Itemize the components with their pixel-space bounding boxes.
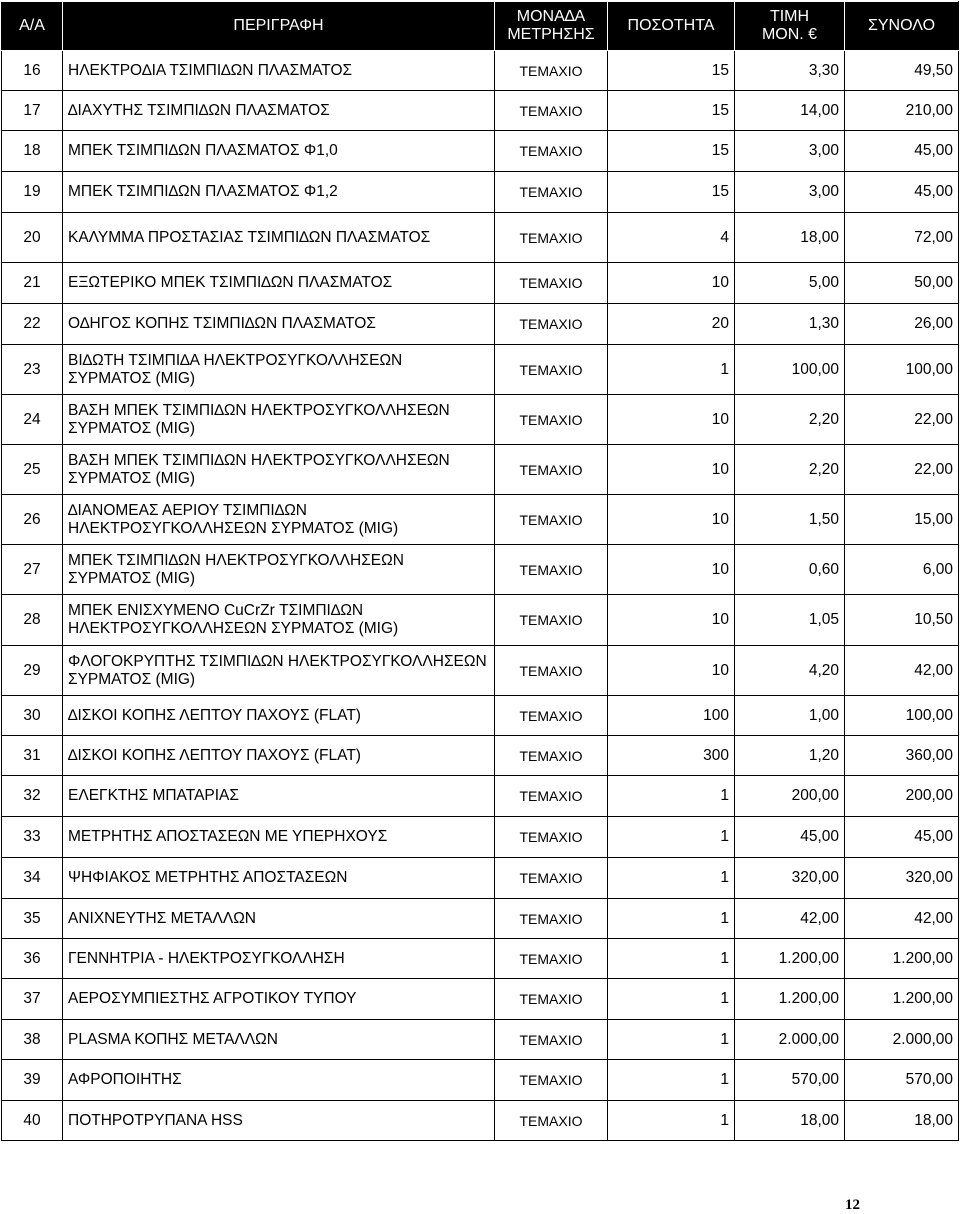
- table-row: [2, 979, 959, 1020]
- row-description: ΨΗΦΙΑΚΟΣ ΜΕΤΡΗΤΗΣ ΑΠΟΣΤΑΣΕΩΝ: [63, 858, 495, 899]
- row-total: 100,00: [845, 345, 959, 395]
- row-unit: ΤΕΜΑΧΙΟ: [495, 817, 608, 858]
- row-quantity: 1: [608, 979, 735, 1020]
- row-unit: ΤΕΜΑΧΙΟ: [495, 263, 608, 304]
- row-total: 49,50: [845, 51, 959, 91]
- row-description: ΜΠΕΚ ΤΣΙΜΠΙ∆ΩΝ ΠΛΑΣΜΑΤΟΣ Φ1,0: [63, 131, 495, 172]
- table-row: [2, 545, 959, 595]
- row-description: ∆ΙΣΚΟΙ ΚΟΠΗΣ ΛΕΠΤΟΥ ΠΑΧΟΥΣ (FLAT): [63, 696, 495, 736]
- row-total: 2.000,00: [845, 1020, 959, 1060]
- row-price: 45,00: [735, 817, 845, 858]
- row-aa: 39: [2, 1060, 63, 1101]
- header-unit-line2: ΜΕΤΡΗΣΗΣ: [507, 26, 595, 43]
- row-aa: 26: [2, 495, 63, 545]
- table-row: [2, 696, 959, 736]
- table-row: [2, 131, 959, 172]
- row-quantity: 1: [608, 939, 735, 979]
- header-description: ΠΕΡΙΓΡΑΦΗ: [63, 2, 495, 51]
- table-row: [2, 939, 959, 979]
- row-description: ∆ΙΣΚΟΙ ΚΟΠΗΣ ΛΕΠΤΟΥ ΠΑΧΟΥΣ (FLAT): [63, 736, 495, 776]
- row-price: 1,00: [735, 696, 845, 736]
- row-total: 1.200,00: [845, 939, 959, 979]
- row-price: 2.000,00: [735, 1020, 845, 1060]
- row-unit: ΤΕΜΑΧΙΟ: [495, 1020, 608, 1060]
- row-aa: 23: [2, 345, 63, 395]
- header-price-line1: ΤΙΜΗ: [769, 8, 810, 25]
- row-quantity: 10: [608, 595, 735, 646]
- table-row: [2, 1060, 959, 1101]
- row-unit: ΤΕΜΑΧΙΟ: [495, 1060, 608, 1101]
- row-total: 210,00: [845, 91, 959, 131]
- table-row: [2, 1020, 959, 1060]
- row-description: ΜΠΕΚ ΕΝΙΣΧΥΜΕΝΟ CuCrZr ΤΣΙΜΠΙ∆ΩΝ ΗΛΕΚΤΡΟΣΥΓΚΟΛΛΗΣΕΩΝ ΣΥΡΜΑΤΟΣ (MIG): [63, 595, 495, 646]
- row-aa: 32: [2, 776, 63, 817]
- row-unit: ΤΕΜΑΧΙΟ: [495, 646, 608, 696]
- row-aa: 35: [2, 899, 63, 939]
- row-total: 320,00: [845, 858, 959, 899]
- table-row: [2, 91, 959, 131]
- row-unit: ΤΕΜΑΧΙΟ: [495, 131, 608, 172]
- row-unit: ΤΕΜΑΧΙΟ: [495, 858, 608, 899]
- row-quantity: 20: [608, 304, 735, 345]
- header-quantity: ΠΟΣΟΤΗΤΑ: [608, 2, 735, 51]
- row-quantity: 300: [608, 736, 735, 776]
- row-description: ΜΠΕΚ ΤΣΙΜΠΙ∆ΩΝ ΠΛΑΣΜΑΤΟΣ Φ1,2: [63, 172, 495, 213]
- row-aa: 19: [2, 172, 63, 213]
- row-price: 3,00: [735, 131, 845, 172]
- row-unit: ΤΕΜΑΧΙΟ: [495, 545, 608, 595]
- row-unit: ΤΕΜΑΧΙΟ: [495, 1101, 608, 1141]
- row-price: 3,00: [735, 172, 845, 213]
- row-aa: 29: [2, 646, 63, 696]
- table-row: [2, 595, 959, 646]
- row-unit: ΤΕΜΑΧΙΟ: [495, 696, 608, 736]
- row-total: 72,00: [845, 213, 959, 263]
- row-description: ∆ΙΑΧΥΤΗΣ ΤΣΙΜΠΙ∆ΩΝ ΠΛΑΣΜΑΤΟΣ: [63, 91, 495, 131]
- row-aa: 27: [2, 545, 63, 595]
- row-description: ΦΛΟΓΟΚΡΥΠΤΗΣ ΤΣΙΜΠΙ∆ΩΝ ΗΛΕΚΤΡΟΣΥΓΚΟΛΛΗΣΕΩΝ ΣΥΡΜΑΤΟΣ (MIG): [63, 646, 495, 696]
- row-quantity: 15: [608, 172, 735, 213]
- row-total: 50,00: [845, 263, 959, 304]
- row-total: 42,00: [845, 646, 959, 696]
- row-aa: 16: [2, 51, 63, 91]
- row-price: 200,00: [735, 776, 845, 817]
- row-total: 45,00: [845, 131, 959, 172]
- table-row: [2, 345, 959, 395]
- row-price: 1.200,00: [735, 939, 845, 979]
- row-unit: ΤΕΜΑΧΙΟ: [495, 979, 608, 1020]
- row-quantity: 10: [608, 445, 735, 495]
- row-price: 18,00: [735, 213, 845, 263]
- row-description: ΒΑΣΗ ΜΠΕΚ ΤΣΙΜΠΙ∆ΩΝ ΗΛΕΚΤΡΟΣΥΓΚΟΛΛΗΣΕΩΝ ΣΥΡΜΑΤΟΣ (MIG): [63, 395, 495, 445]
- table-row: [2, 213, 959, 263]
- row-aa: 30: [2, 696, 63, 736]
- row-price: 320,00: [735, 858, 845, 899]
- row-price: 1,05: [735, 595, 845, 646]
- row-quantity: 100: [608, 696, 735, 736]
- row-aa: 20: [2, 213, 63, 263]
- row-description: ΗΛΕΚΤΡΟ∆ΙΑ ΤΣΙΜΠΙ∆ΩΝ ΠΛΑΣΜΑΤΟΣ: [63, 51, 495, 91]
- row-unit: ΤΕΜΑΧΙΟ: [495, 495, 608, 545]
- row-description: ΓΕΝΝΗΤΡΙΑ - ΗΛΕΚΤΡΟΣΥΓΚΟΛΛΗΣΗ: [63, 939, 495, 979]
- table-row: [2, 858, 959, 899]
- row-aa: 24: [2, 395, 63, 445]
- header-price: [735, 2, 845, 51]
- row-aa: 18: [2, 131, 63, 172]
- header-unit: [495, 2, 608, 51]
- row-aa: 28: [2, 595, 63, 646]
- table-row: [2, 445, 959, 495]
- row-price: 3,30: [735, 51, 845, 91]
- row-unit: ΤΕΜΑΧΙΟ: [495, 172, 608, 213]
- row-total: 22,00: [845, 395, 959, 445]
- row-total: 1.200,00: [845, 979, 959, 1020]
- row-quantity: 10: [608, 395, 735, 445]
- row-description: ΑΕΡΟΣΥΜΠΙΕΣΤΗΣ ΑΓΡΟΤΙΚΟΥ ΤΥΠΟΥ: [63, 979, 495, 1020]
- row-aa: 17: [2, 91, 63, 131]
- row-description: ΑΦΡΟΠΟΙΗΤΗΣ: [63, 1060, 495, 1101]
- row-quantity: 10: [608, 495, 735, 545]
- row-aa: 31: [2, 736, 63, 776]
- table-row: [2, 263, 959, 304]
- table-row: [2, 51, 959, 91]
- row-aa: 40: [2, 1101, 63, 1141]
- row-total: 100,00: [845, 696, 959, 736]
- row-description: ΜΕΤΡΗΤΗΣ ΑΠΟΣΤΑΣΕΩΝ ΜΕ ΥΠΕΡΗΧΟΥΣ: [63, 817, 495, 858]
- row-price: 1,20: [735, 736, 845, 776]
- row-price: 2,20: [735, 445, 845, 495]
- row-quantity: 10: [608, 646, 735, 696]
- row-unit: ΤΕΜΑΧΙΟ: [495, 939, 608, 979]
- row-quantity: 15: [608, 131, 735, 172]
- row-aa: 21: [2, 263, 63, 304]
- row-quantity: 1: [608, 1101, 735, 1141]
- header-total: ΣΥΝΟΛΟ: [845, 2, 959, 51]
- row-price: 4,20: [735, 646, 845, 696]
- table-row: [2, 495, 959, 545]
- row-aa: 25: [2, 445, 63, 495]
- row-total: 45,00: [845, 172, 959, 213]
- row-total: 18,00: [845, 1101, 959, 1141]
- row-unit: ΤΕΜΑΧΙΟ: [495, 304, 608, 345]
- row-quantity: 15: [608, 51, 735, 91]
- row-total: 570,00: [845, 1060, 959, 1101]
- row-unit: ΤΕΜΑΧΙΟ: [495, 213, 608, 263]
- row-quantity: 1: [608, 1020, 735, 1060]
- row-quantity: 10: [608, 263, 735, 304]
- row-quantity: 1: [608, 1060, 735, 1101]
- row-description: ΜΠΕΚ ΤΣΙΜΠΙ∆ΩΝ ΗΛΕΚΤΡΟΣΥΓΚΟΛΛΗΣΕΩΝ ΣΥΡΜΑΤΟΣ (MIG): [63, 545, 495, 595]
- row-total: 26,00: [845, 304, 959, 345]
- row-quantity: 1: [608, 899, 735, 939]
- row-unit: ΤΕΜΑΧΙΟ: [495, 445, 608, 495]
- row-price: 1,50: [735, 495, 845, 545]
- row-unit: ΤΕΜΑΧΙΟ: [495, 595, 608, 646]
- table-row: [2, 646, 959, 696]
- row-quantity: 1: [608, 776, 735, 817]
- page-number: 12: [845, 1197, 860, 1213]
- table-row: [2, 899, 959, 939]
- table-row: [2, 395, 959, 445]
- row-price: 0,60: [735, 545, 845, 595]
- row-aa: 37: [2, 979, 63, 1020]
- row-aa: 36: [2, 939, 63, 979]
- row-description: ΕΞΩΤΕΡΙΚΟ ΜΠΕΚ ΤΣΙΜΠΙ∆ΩΝ ΠΛΑΣΜΑΤΟΣ: [63, 263, 495, 304]
- row-price: 14,00: [735, 91, 845, 131]
- row-aa: 38: [2, 1020, 63, 1060]
- row-quantity: 4: [608, 213, 735, 263]
- row-price: 1.200,00: [735, 979, 845, 1020]
- header-price-line2: ΜΟΝ. €: [761, 26, 818, 43]
- row-price: 100,00: [735, 345, 845, 395]
- row-unit: ΤΕΜΑΧΙΟ: [495, 899, 608, 939]
- row-unit: ΤΕΜΑΧΙΟ: [495, 776, 608, 817]
- row-total: 45,00: [845, 817, 959, 858]
- row-quantity: 1: [608, 817, 735, 858]
- table-row: [2, 304, 959, 345]
- row-price: 5,00: [735, 263, 845, 304]
- row-total: 42,00: [845, 899, 959, 939]
- header-aa: Α/Α: [2, 2, 63, 51]
- row-aa: 22: [2, 304, 63, 345]
- row-unit: ΤΕΜΑΧΙΟ: [495, 345, 608, 395]
- row-total: 22,00: [845, 445, 959, 495]
- items-table: [1, 1, 959, 1141]
- row-quantity: 10: [608, 545, 735, 595]
- row-description: ΒΙ∆ΩΤΗ ΤΣΙΜΠΙ∆Α ΗΛΕΚΤΡΟΣΥΓΚΟΛΛΗΣΕΩΝ ΣΥΡΜΑΤΟΣ (MIG): [63, 345, 495, 395]
- row-unit: ΤΕΜΑΧΙΟ: [495, 91, 608, 131]
- row-description: PLASMA ΚΟΠΗΣ ΜΕΤΑΛΛΩΝ: [63, 1020, 495, 1060]
- row-aa: 33: [2, 817, 63, 858]
- row-description: ∆ΙΑΝΟΜΕΑΣ ΑΕΡΙΟΥ ΤΣΙΜΠΙ∆ΩΝ ΗΛΕΚΤΡΟΣΥΓΚΟΛΛΗΣΕΩΝ ΣΥΡΜΑΤΟΣ (MIG): [63, 495, 495, 545]
- row-price: 1,30: [735, 304, 845, 345]
- table-row: [2, 1101, 959, 1141]
- header-unit-line1: ΜΟΝΑ∆Α: [516, 8, 586, 25]
- row-description: ΠΟΤΗΡΟΤΡΥΠΑΝΑ HSS: [63, 1101, 495, 1141]
- row-aa: 34: [2, 858, 63, 899]
- table-row: [2, 817, 959, 858]
- row-quantity: 15: [608, 91, 735, 131]
- table-row: [2, 776, 959, 817]
- row-unit: ΤΕΜΑΧΙΟ: [495, 51, 608, 91]
- row-price: 18,00: [735, 1101, 845, 1141]
- row-total: 360,00: [845, 736, 959, 776]
- row-quantity: 1: [608, 858, 735, 899]
- row-unit: ΤΕΜΑΧΙΟ: [495, 736, 608, 776]
- row-total: 15,00: [845, 495, 959, 545]
- row-quantity: 1: [608, 345, 735, 395]
- row-description: ΒΑΣΗ ΜΠΕΚ ΤΣΙΜΠΙ∆ΩΝ ΗΛΕΚΤΡΟΣΥΓΚΟΛΛΗΣΕΩΝ ΣΥΡΜΑΤΟΣ (MIG): [63, 445, 495, 495]
- row-description: ΕΛΕΓΚΤΗΣ ΜΠΑΤΑΡΙΑΣ: [63, 776, 495, 817]
- row-unit: ΤΕΜΑΧΙΟ: [495, 395, 608, 445]
- table-row: [2, 172, 959, 213]
- row-total: 6,00: [845, 545, 959, 595]
- row-price: 42,00: [735, 899, 845, 939]
- row-total: 200,00: [845, 776, 959, 817]
- table-row: [2, 736, 959, 776]
- header-row: [2, 2, 959, 51]
- row-description: ΚΑΛΥΜΜΑ ΠΡΟΣΤΑΣΙΑΣ ΤΣΙΜΠΙ∆ΩΝ ΠΛΑΣΜΑΤΟΣ: [63, 213, 495, 263]
- row-description: Ο∆ΗΓΟΣ ΚΟΠΗΣ ΤΣΙΜΠΙ∆ΩΝ ΠΛΑΣΜΑΤΟΣ: [63, 304, 495, 345]
- row-total: 10,50: [845, 595, 959, 646]
- row-price: 570,00: [735, 1060, 845, 1101]
- row-description: ΑΝΙΧΝΕΥΤΗΣ ΜΕΤΑΛΛΩΝ: [63, 899, 495, 939]
- row-price: 2,20: [735, 395, 845, 445]
